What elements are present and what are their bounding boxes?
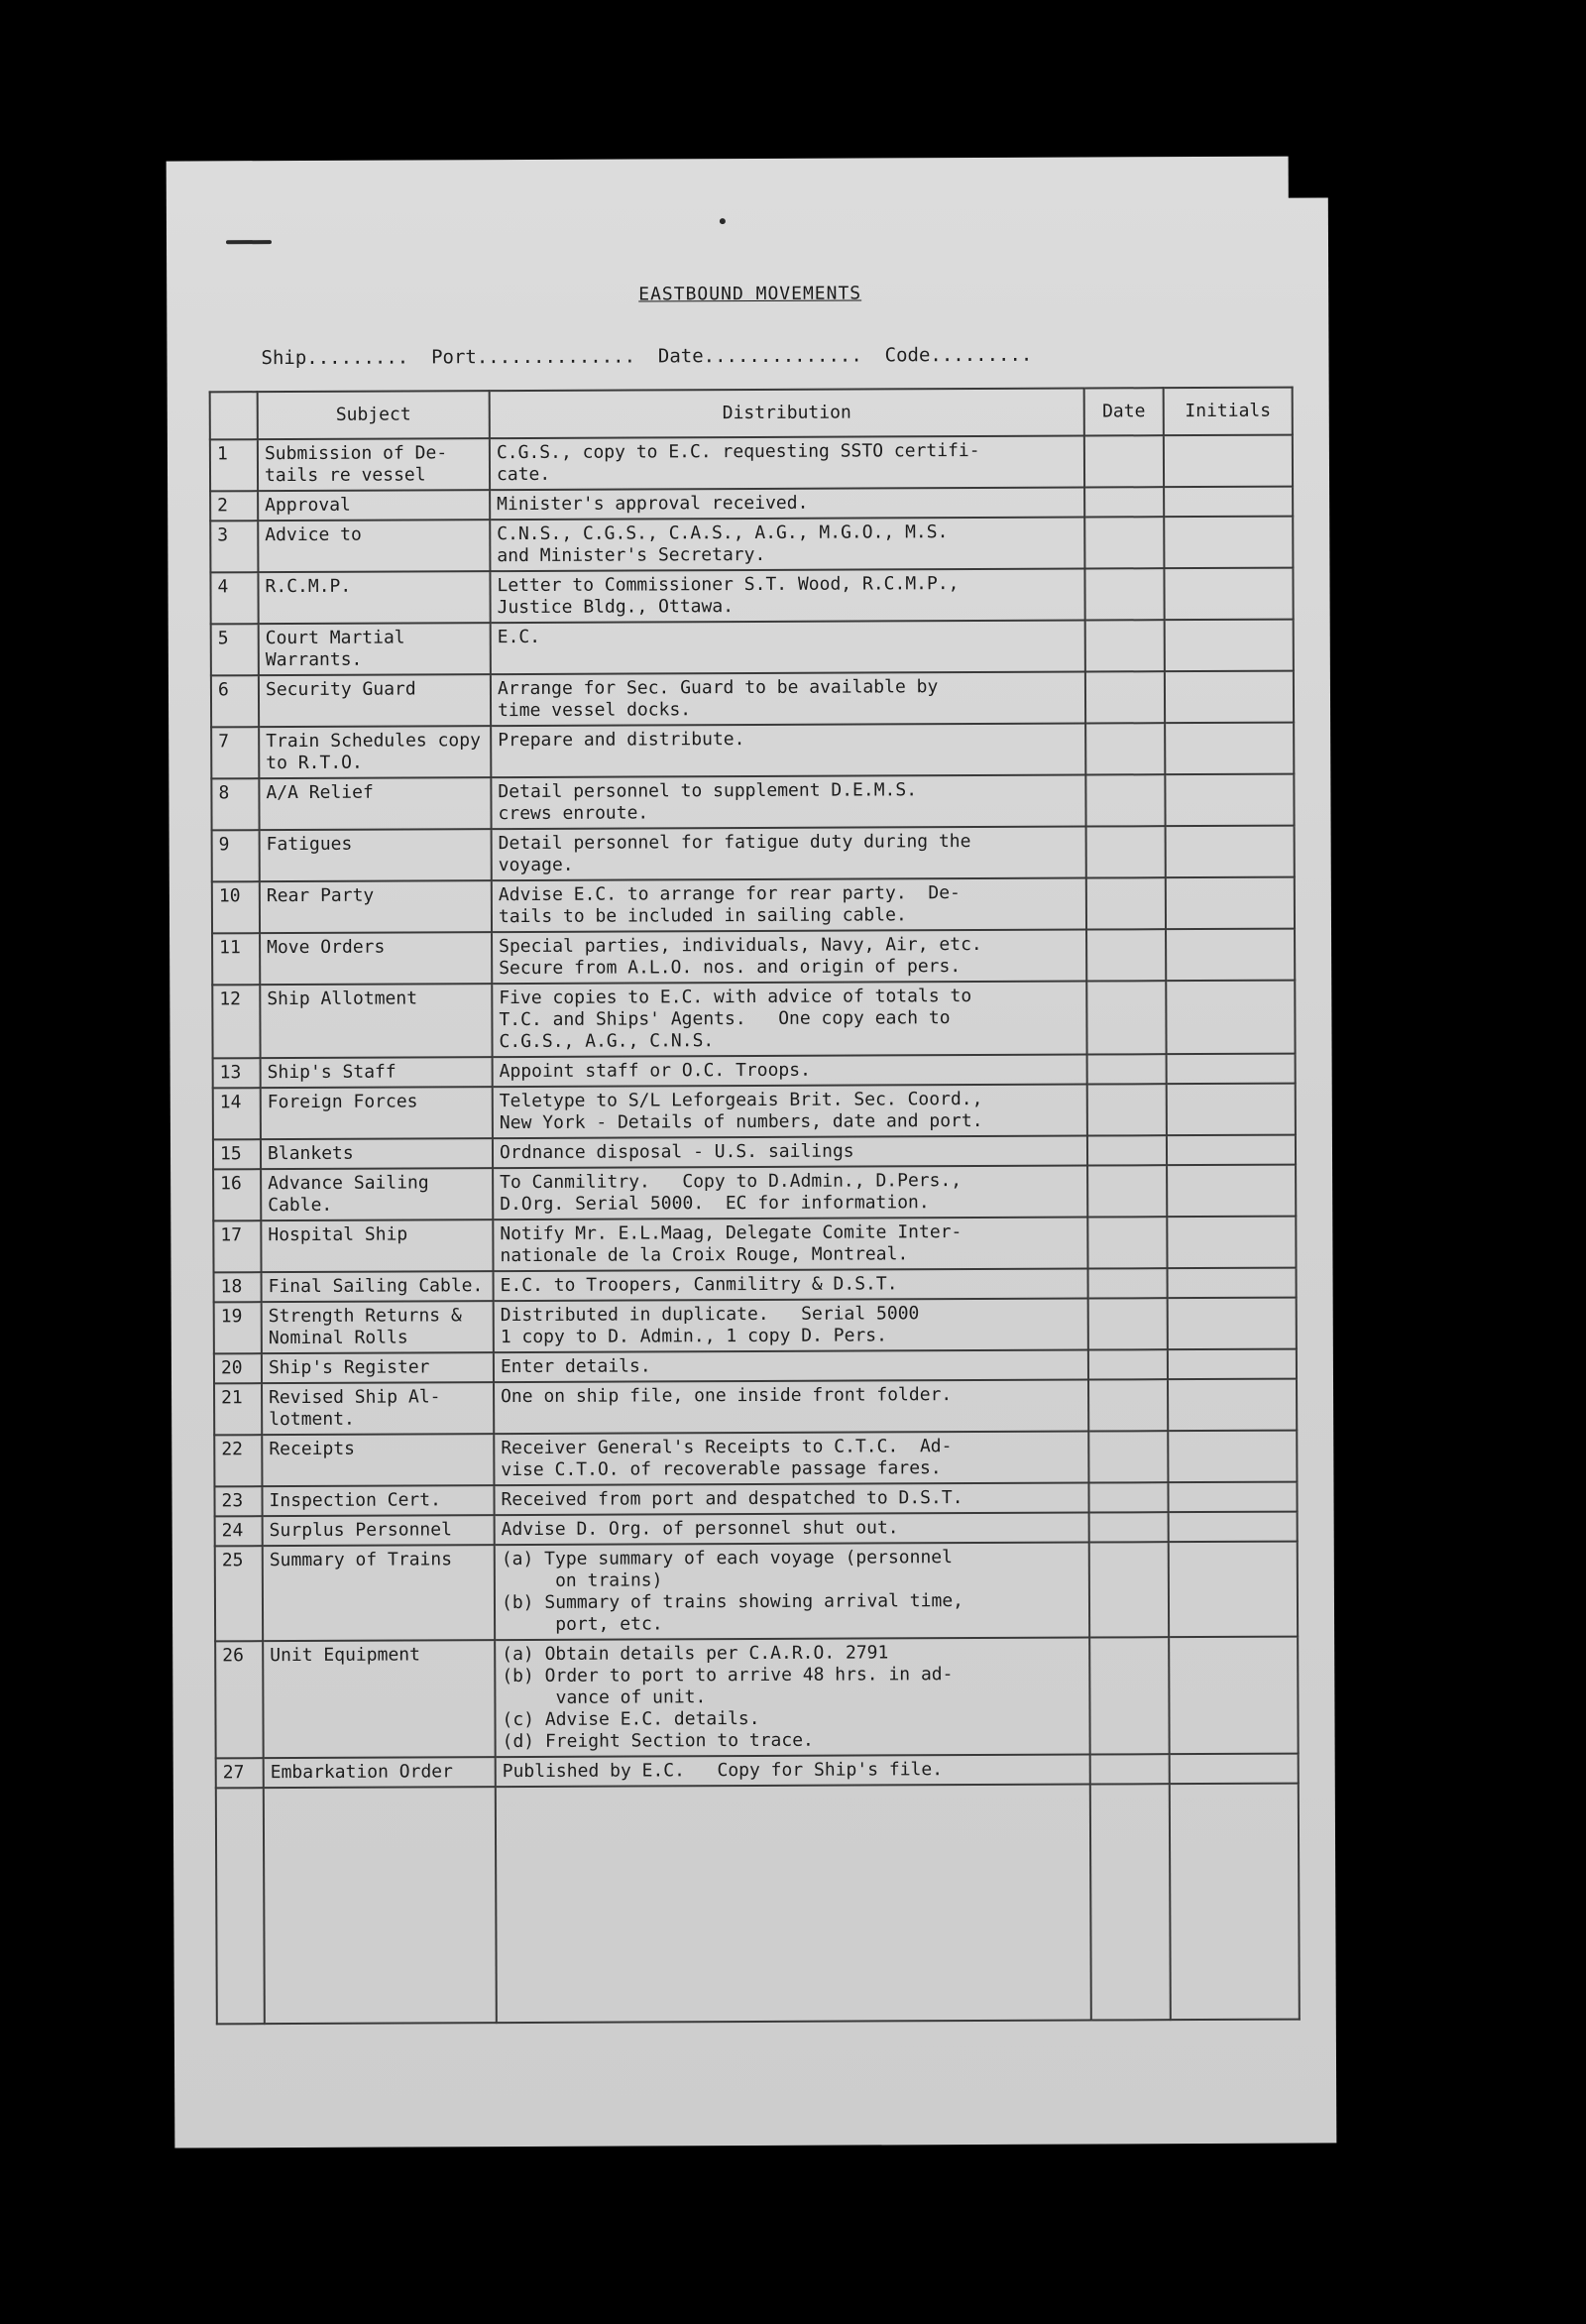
table-row [213, 1135, 1296, 1170]
table-row [214, 1482, 1297, 1517]
distribution-line: Published by E.C. Copy for Ship's file. [502, 1759, 944, 1783]
table-row [212, 929, 1295, 986]
table-row [212, 981, 1295, 1059]
row-number: 21 [214, 1383, 262, 1435]
row-date-cell [1088, 1482, 1168, 1512]
row-initials-cell [1166, 981, 1295, 1055]
row-number: 4 [210, 572, 258, 624]
header-distribution: Distribution [490, 389, 1084, 439]
distribution-line: Teletype to S/L Leforgeais Brit. Sec. Coord., [499, 1088, 983, 1112]
distribution-line: (b) Order to port to arrive 48 hrs. in ad- [502, 1664, 954, 1687]
distribution-line: Advise D. Org. of personnel shut out. [501, 1517, 899, 1541]
row-date-cell [1084, 568, 1164, 620]
row-date-cell [1087, 1084, 1167, 1135]
blank-cell [1170, 1784, 1300, 2021]
row-number: 14 [213, 1088, 261, 1139]
row-distribution [492, 878, 1086, 933]
distribution-line: crews enroute. [498, 802, 649, 825]
row-distribution [493, 1136, 1087, 1169]
distribution-line: (a) Type summary of each voyage (personnel [501, 1547, 953, 1570]
row-number: 10 [212, 881, 260, 933]
row-initials-cell [1169, 1637, 1299, 1755]
distribution-line: vance of unit. [502, 1686, 707, 1709]
row-subject: Approval [258, 490, 490, 521]
distribution-line: (a) Obtain details per C.A.R.O. 2791 [502, 1642, 889, 1666]
distribution-line: Prepare and distribute. [498, 729, 745, 752]
distribution-line: Appoint staff or O.C. Troops. [499, 1059, 811, 1083]
table-row [214, 1298, 1297, 1354]
distribution-line: Justice Bldg., Ottawa. [497, 596, 735, 619]
row-date-cell [1087, 1217, 1167, 1268]
distribution-line: vise C.T.O. of recoverable passage fares. [501, 1457, 942, 1481]
distribution-line: (d) Freight Section to trace. [502, 1729, 814, 1753]
table-row [215, 1637, 1299, 1759]
row-distribution [492, 930, 1086, 985]
table-row [210, 487, 1293, 522]
distribution-line: time vessel docks. [498, 699, 692, 722]
distribution-line: cate. [496, 463, 551, 486]
table-row [215, 1512, 1298, 1547]
row-number: 24 [215, 1516, 263, 1546]
distribution-line: voyage. [498, 854, 574, 876]
row-initials-cell [1167, 1217, 1296, 1269]
row-subject: Receipts [262, 1434, 494, 1486]
distribution-line: C.G.S., A.G., C.N.S. [499, 1030, 715, 1053]
row-date-cell [1088, 1349, 1168, 1379]
table-row [210, 435, 1293, 492]
distribution-line: Five copies to E.C. with advice of totals to [499, 986, 972, 1009]
row-number: 19 [214, 1302, 262, 1353]
row-subject: Advance Sailing Cable. [261, 1168, 493, 1220]
row-initials-cell [1165, 723, 1294, 775]
row-initials-cell [1165, 620, 1294, 672]
row-number: 7 [211, 727, 259, 778]
row-initials-cell [1168, 1298, 1297, 1350]
row-distribution [491, 724, 1085, 778]
distribution-line: One on ship file, one inside front folder. [501, 1384, 953, 1408]
distribution-line: Ordnance disposal - U.S. sailings [499, 1140, 854, 1164]
distribution-line: (b) Summary of trains showing arrival time, [501, 1590, 964, 1614]
row-subject: Blankets [261, 1138, 493, 1169]
row-distribution [492, 827, 1086, 881]
distribution-line: Detail personnel for fatigue duty during the [498, 831, 971, 855]
row-subject: R.C.M.P. [258, 571, 490, 624]
row-initials-cell [1164, 517, 1293, 569]
row-initials-cell [1167, 1084, 1296, 1136]
distribution-line: C.G.S., copy to E.C. requesting SSTO certifi- [496, 439, 980, 464]
row-date-cell [1085, 723, 1165, 774]
row-initials-cell [1167, 1054, 1296, 1085]
row-initials-cell [1168, 1268, 1297, 1299]
row-initials-cell [1164, 435, 1293, 488]
row-subject: Surplus Personnel [263, 1515, 495, 1546]
row-initials-cell [1164, 487, 1293, 518]
row-distribution [493, 1166, 1087, 1220]
row-subject: Foreign Forces [261, 1087, 493, 1139]
row-number: 11 [212, 933, 260, 985]
distribution-line: 1 copy to D. Admin., 1 copy D. Pers. [500, 1325, 887, 1348]
row-subject: Advice to [258, 520, 490, 572]
row-date-cell [1086, 981, 1166, 1054]
row-date-cell [1089, 1637, 1170, 1754]
table-row [210, 568, 1293, 625]
row-subject: Court Martial Warrants. [259, 623, 491, 675]
table-row [213, 1084, 1296, 1140]
table-row [214, 1349, 1297, 1384]
distribution-line: Received from port and despatched to D.S.T. [501, 1487, 963, 1511]
row-number: 26 [215, 1641, 264, 1758]
row-distribution [492, 982, 1086, 1058]
row-date-cell [1086, 929, 1166, 981]
row-number: 12 [212, 985, 260, 1058]
row-date-cell [1089, 1542, 1169, 1637]
row-distribution [491, 672, 1085, 727]
header-subject: Subject [258, 391, 490, 439]
table-row [215, 1542, 1298, 1642]
row-subject: A/A Relief [259, 777, 491, 830]
row-initials-cell [1165, 774, 1294, 827]
row-date-cell [1088, 1431, 1168, 1482]
row-initials-cell [1166, 826, 1295, 878]
row-distribution [494, 1380, 1088, 1435]
distribution-line: Distributed in duplicate. Serial 5000 [500, 1303, 920, 1327]
row-distribution [494, 1483, 1088, 1516]
row-date-cell [1084, 435, 1164, 487]
table-row [214, 1431, 1297, 1487]
row-subject: Train Schedules copy to R.T.O. [259, 726, 491, 778]
header-initials: Initials [1164, 388, 1293, 436]
row-subject: Rear Party [260, 880, 492, 933]
row-date-cell [1086, 826, 1166, 877]
row-date-cell [1088, 1379, 1168, 1431]
row-date-cell [1085, 671, 1165, 723]
distribution-line: port, etc. [502, 1613, 663, 1636]
row-distribution [491, 621, 1085, 675]
row-distribution [491, 775, 1085, 830]
row-distribution [493, 1218, 1087, 1272]
distribution-line: (c) Advise E.C. details. [502, 1707, 760, 1731]
row-date-cell [1087, 1054, 1167, 1084]
table-row [211, 620, 1294, 676]
row-date-cell [1084, 517, 1164, 568]
distribution-line: Detail personnel to supplement D.E.M.S. [498, 779, 918, 803]
ink-dot [720, 218, 726, 224]
row-subject: Hospital Ship [261, 1220, 493, 1272]
corner-tab [1289, 152, 1352, 197]
row-date-cell [1086, 877, 1166, 929]
distribution-line: To Canmilitry. Copy to D.Admin., D.Pers., [500, 1170, 963, 1194]
distribution-line: nationale de la Croix Rouge, Montreal. [500, 1243, 909, 1267]
ink-mark [226, 240, 272, 244]
row-subject: Fatigues [260, 829, 492, 881]
distribution-line: Special parties, individuals, Navy, Air, etc. [499, 933, 982, 958]
row-initials-cell [1170, 1754, 1299, 1785]
row-date-cell [1089, 1512, 1169, 1542]
row-number: 6 [211, 675, 259, 727]
distribution-line: T.C. and Ships' Agents. One copy each to [499, 1007, 951, 1031]
table-row [212, 877, 1295, 934]
row-distribution [490, 488, 1084, 521]
distribution-line: E.C. [497, 626, 541, 648]
header-number [210, 392, 258, 439]
row-date-cell [1088, 1268, 1168, 1298]
blank-cell [216, 1788, 265, 2024]
row-subject: Inspection Cert. [262, 1485, 494, 1516]
row-distribution [494, 1350, 1088, 1383]
table-row [212, 826, 1295, 882]
blank-cell [264, 1787, 497, 2024]
distribution-line: on trains) [501, 1569, 663, 1592]
distribution-line: Secure from A.L.O. nos. and origin of pers. [499, 956, 962, 980]
table-row [214, 1268, 1297, 1303]
row-subject: Security Guard [259, 674, 491, 727]
distribution-line: Minister's approval received. [497, 492, 809, 516]
row-date-cell [1085, 620, 1165, 671]
row-initials-cell [1169, 1512, 1298, 1543]
row-date-cell [1090, 1754, 1170, 1784]
row-date-cell [1087, 1135, 1167, 1165]
row-initials-cell [1168, 1379, 1297, 1432]
row-number: 13 [213, 1058, 261, 1088]
row-number: 17 [213, 1220, 261, 1272]
row-subject: Revised Ship Al-lotment. [262, 1382, 494, 1435]
row-initials-cell [1169, 1542, 1298, 1638]
row-distribution [490, 569, 1084, 624]
row-distribution [496, 1755, 1090, 1788]
row-date-cell [1088, 1298, 1168, 1349]
row-date-cell [1085, 774, 1165, 826]
table-row [211, 723, 1294, 779]
row-number: 8 [211, 778, 259, 830]
table-row [213, 1054, 1296, 1089]
blank-cell [1090, 1784, 1171, 2020]
distribution-line: E.C. to Troopers, Canmilitry & D.S.T. [500, 1273, 898, 1297]
row-subject: Ship's Register [262, 1352, 494, 1383]
row-subject: Unit Equipment [263, 1640, 496, 1758]
blank-row [216, 1784, 1300, 2025]
document-page [167, 156, 1337, 2148]
table-row [211, 774, 1294, 831]
table-row [213, 1217, 1296, 1273]
distribution-line: New York - Details of numbers, date and port. [499, 1109, 983, 1134]
row-number: 27 [216, 1758, 264, 1788]
row-initials-cell [1168, 1349, 1297, 1380]
distribution-line: tails to be included in sailing cable. [498, 904, 907, 928]
distribution-line: Arrange for Sec. Guard to be available by [497, 676, 939, 700]
row-date-cell [1084, 487, 1164, 517]
row-number: 3 [210, 521, 258, 572]
row-initials-cell [1168, 1482, 1297, 1513]
row-number: 18 [214, 1272, 262, 1302]
document-title: EASTBOUND MOVEMENTS [638, 283, 862, 305]
row-number: 22 [214, 1435, 262, 1486]
row-subject: Final Sailing Cable. [262, 1271, 494, 1302]
row-date-cell [1087, 1165, 1167, 1217]
table-row [211, 671, 1294, 728]
row-number: 23 [214, 1486, 262, 1516]
row-number: 15 [213, 1139, 261, 1169]
row-subject: Move Orders [260, 932, 492, 985]
row-number: 9 [212, 830, 260, 881]
row-distribution [495, 1638, 1090, 1758]
row-number: 2 [210, 491, 258, 521]
row-distribution [494, 1299, 1088, 1353]
row-distribution [494, 1432, 1088, 1486]
row-subject: Summary of Trains [263, 1545, 495, 1641]
table-row [214, 1379, 1297, 1436]
distribution-line: and Minister's Secretary. [497, 543, 766, 567]
row-initials-cell [1165, 671, 1294, 724]
movements-table [209, 387, 1301, 2026]
blank-cell [496, 1785, 1091, 2024]
row-number: 25 [215, 1546, 263, 1641]
table-row [210, 517, 1293, 573]
header-fields-line: Ship......... Port.............. Date.............. Code......... [261, 343, 1033, 370]
row-subject: Ship's Staff [261, 1057, 493, 1088]
row-distribution [495, 1513, 1089, 1546]
row-initials-cell [1166, 929, 1295, 982]
row-distribution [493, 1085, 1087, 1139]
row-subject: Submission of De-tails re vessel [258, 438, 490, 491]
row-number: 1 [210, 439, 258, 491]
row-initials-cell [1167, 1165, 1296, 1218]
row-number: 16 [213, 1169, 261, 1220]
row-distribution [494, 1269, 1088, 1302]
distribution-line: Letter to Commissioner S.T. Wood, R.C.M.P., [497, 573, 960, 597]
row-subject: Strength Returns & Nominal Rolls [262, 1301, 494, 1353]
row-initials-cell [1166, 877, 1295, 930]
row-initials-cell [1167, 1135, 1296, 1166]
table-row [216, 1754, 1299, 1789]
row-distribution [495, 1543, 1089, 1641]
row-subject: Embarkation Order [264, 1757, 496, 1788]
table-header-row [210, 388, 1293, 440]
row-distribution [490, 518, 1084, 572]
table-row [213, 1165, 1296, 1221]
row-number: 5 [211, 624, 259, 675]
distribution-line: Advise E.C. to arrange for rear party. De- [498, 882, 961, 906]
distribution-line: Receiver General's Receipts to C.T.C. Ad- [501, 1436, 953, 1459]
distribution-line: Notify Mr. E.L.Maag, Delegate Comite Inter- [500, 1221, 963, 1245]
row-distribution [490, 436, 1084, 491]
distribution-line: D.Org. Serial 5000. EC for information. [500, 1192, 930, 1216]
row-initials-cell [1168, 1431, 1297, 1483]
distribution-line: C.N.S., C.G.S., C.A.S., A.G., M.G.O., M.S. [497, 522, 949, 545]
row-initials-cell [1164, 568, 1293, 621]
header-date: Date [1084, 388, 1164, 435]
row-subject: Ship Allotment [260, 984, 492, 1058]
row-distribution [493, 1055, 1087, 1088]
row-number: 20 [214, 1353, 262, 1383]
distribution-line: Enter details. [500, 1355, 651, 1378]
